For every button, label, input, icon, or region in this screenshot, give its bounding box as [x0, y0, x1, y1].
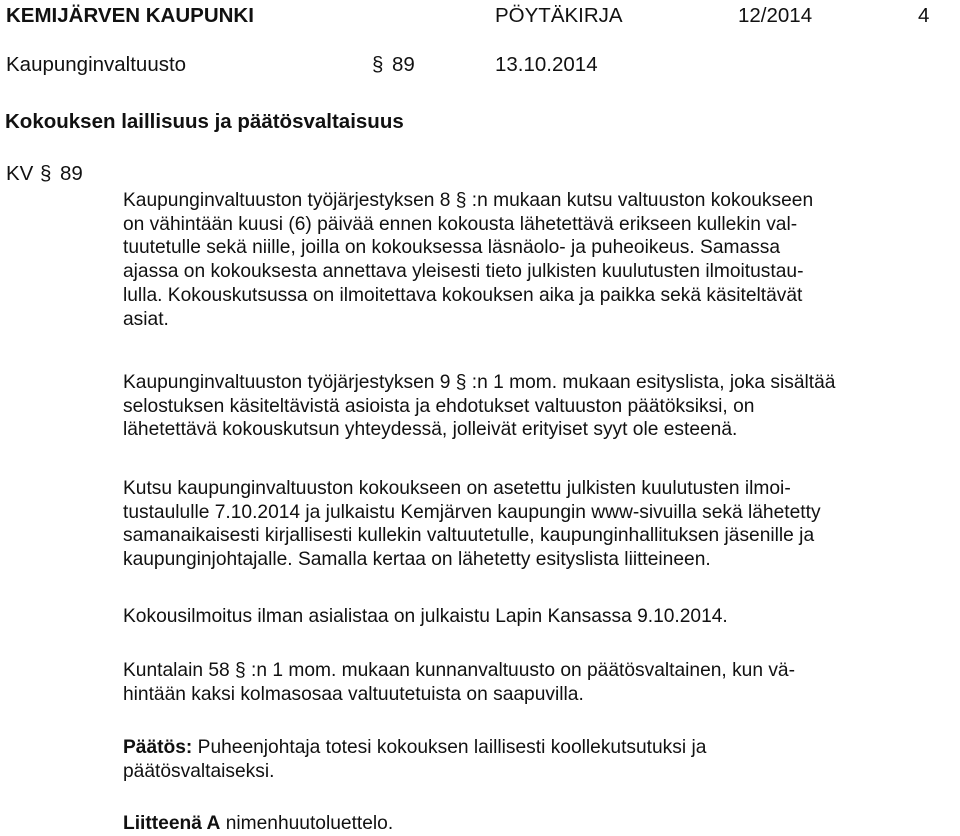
decision-line: päätösvaltaiseksi. [123, 760, 275, 782]
paragraph-2 [123, 371, 935, 442]
page-title: Kokouksen laillisuus ja päätösvaltaisuus [5, 110, 404, 133]
paragraph-line: tustaululle 7.10.2014 ja julkaistu Kemjärven kaupungin www-sivuilla sekä lähetetty [123, 501, 821, 523]
paragraph-5 [123, 659, 935, 706]
paragraph-4 [123, 605, 935, 629]
paragraph-3 [123, 477, 935, 572]
decision-label: Päätös: [123, 737, 193, 758]
paragraph-line: Kaupunginvaltuuston työjärjestyksen 8 § :n mukaan kutsu valtuuston kokoukseen [123, 190, 814, 211]
meeting-date: 13.10.2014 [495, 53, 598, 76]
paragraph-line: asiat. [123, 308, 169, 330]
paragraph-line: selostuksen käsiteltävistä asioista ja ehdotukset valtuuston päätöksiksi, on [123, 395, 755, 417]
section-sign: § [372, 53, 384, 76]
document-type: PÖYTÄKIRJA [495, 4, 623, 27]
body-name: Kaupunginvaltuusto [6, 53, 187, 76]
organization-name: KEMIJÄRVEN KAUPUNKI [6, 4, 254, 27]
case-label: KV [6, 162, 34, 185]
decision-line [123, 736, 935, 760]
case-number: 89 [60, 162, 83, 185]
paragraph-line: lähetettävä kokouskutsun yhteydessä, jolleivät erityiset syyt ole esteenä. [123, 419, 738, 441]
paragraph-line: lulla. Kokouskutsussa on ilmoitettava kokouksen aika ja paikka sekä käsiteltävät [123, 284, 803, 306]
paragraph-line: Kokousilmoitus ilman asialistaa on julkaistu Lapin Kansassa 9.10.2014. [123, 606, 728, 627]
decision [123, 736, 935, 783]
paragraph-line: tuutetulle sekä niille, joilla on kokouksessa läsnäolo- ja puheoikeus. Samassa [123, 237, 781, 259]
paragraph-line: Kaupunginvaltuuston työjärjestyksen 9 § :n 1 mom. mukaan esityslista, joka sisältää [123, 372, 836, 393]
paragraph-1 [123, 189, 935, 331]
attachment-label: Liitteenä A [123, 813, 221, 834]
paragraph-line: Kutsu kaupunginvaltuuston kokoukseen on asetettu julkisten kuulutusten ilmoi- [123, 478, 791, 499]
decision-text: Puheenjohtaja totesi kokouksen laillisesti koollekutsutuksi ja [192, 737, 707, 758]
paragraph-line: samanaikaisesti kirjallisesti kullekin valtuutetulle, kaupunginhallituksen jäsenille ja [123, 525, 815, 547]
paragraph-line: on vähintään kuusi (6) päivää ennen kokousta lähetettävä erikseen kullekin val- [123, 213, 798, 235]
attachment-line [123, 812, 935, 836]
paragraph-line: hintään kaksi kolmasosaa valtuutetuista on saapuvilla. [123, 683, 584, 705]
attachment-text: nimenhuutoluettelo. [220, 813, 394, 834]
paragraph-line: ajassa on kokouksesta annettava yleisesti tieto julkisten kuulutusten ilmoitustau- [123, 261, 804, 283]
paragraph-line: Kuntalain 58 § :n 1 mom. mukaan kunnanvaltuusto on päätösvaltainen, kun vä- [123, 660, 795, 681]
section-number: 89 [392, 53, 415, 76]
paragraph-line: kaupunginjohtajalle. Samalla kertaa on lähetetty esityslista liitteineen. [123, 549, 711, 571]
page-number: 4 [918, 4, 930, 27]
attachment [123, 812, 935, 836]
case-section-sign: § [40, 162, 52, 185]
document-number: 12/2014 [738, 4, 813, 27]
